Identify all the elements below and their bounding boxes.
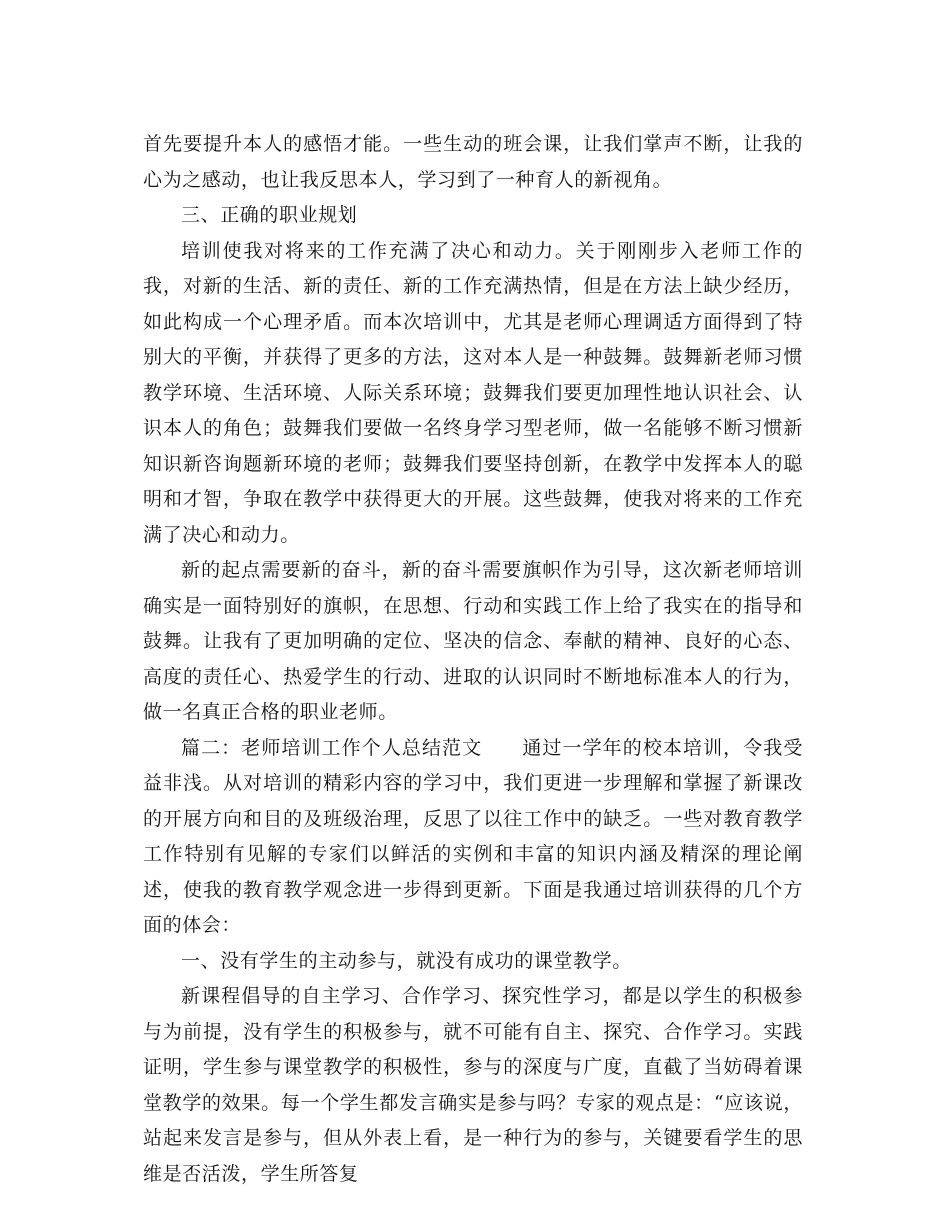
paragraph: 新的起点需要新的奋斗，新的奋斗需要旗帜作为引导，这次新老师培训确实是一面特别好的旗帜，在思想、行动和实践工作上给了我实在的指导和鼓舞。让我有了更加明确的定位、坚决的信念、奉献的精神、良好的心态、高度的责任心、热爱学生的行动、进取的认识同时不断地标准本人的行为，做一名真正合格的职业老师。 — [143, 559, 803, 723]
document-body — [143, 127, 803, 1192]
paragraph: 培训使我对将来的工作充满了决心和动力。关于刚刚步入老师工作的我，对新的生活、新的责任、新的工作充满热情，但是在方法上缺少经历，如此构成一个心理矛盾。而本次培训中，尤其是老师心理调适方面得到了特别大的平衡，并获得了更多的方法，这对本人是一种鼓舞。鼓舞新老师习惯教学环境、生活环境、人际关系环境；鼓舞我们要更加理性地认识社会、认识本人的角色；鼓舞我们要做一名终身学习型老师，做一名能够不断习惯新知识新咨询题新环境的老师；鼓舞我们要坚持创新，在教学中发挥本人的聪明和才智，争取在教学中获得更大的开展。这些鼓舞，使我对将来的工作充满了决心和动力。 — [143, 239, 803, 546]
section-heading: 一、没有学生的主动参与，就没有成功的课堂教学。 — [181, 949, 632, 972]
paragraph: 新课程倡导的自主学习、合作学习、探究性学习，都是以学生的积极参与为前提，没有学生的积极参与，就不可能有自主、探究、合作学习。实践证明，学生参与课堂教学的积极性，参与的深度与广度，直截了当妨碍着课堂教学的效果。每一个学生都发言确实是参与吗？专家的观点是：“应该说，站起来发言是参与，但从外表上看，是一种行为的参与，关键要看学生的思维是否活泼，学生所答复 — [143, 985, 803, 1185]
paragraph: 首先要提升本人的感悟才能。一些生动的班会课，让我们掌声不断，让我的心为之感动，也让我反思本人，学习到了一种育人的新视角。 — [143, 133, 803, 191]
section-heading: 三、正确的职业规划 — [181, 204, 358, 226]
paragraph: 篇二：老师培训工作个人总结范文 通过一学年的校本培训，令我受益非浅。从对培训的精彩内容的学习中，我们更进一步理解和掌握了新课改的开展方向和目的及班级治理，反思了以往工作中的缺乏。一些对教育教学工作特别有见解的专家们以鲜活的实例和丰富的知识内涵及精深的理论阐述，使我的教育教学观念进一步得到更新。下面是我通过培训获得的几个方面的体会： — [143, 736, 803, 936]
